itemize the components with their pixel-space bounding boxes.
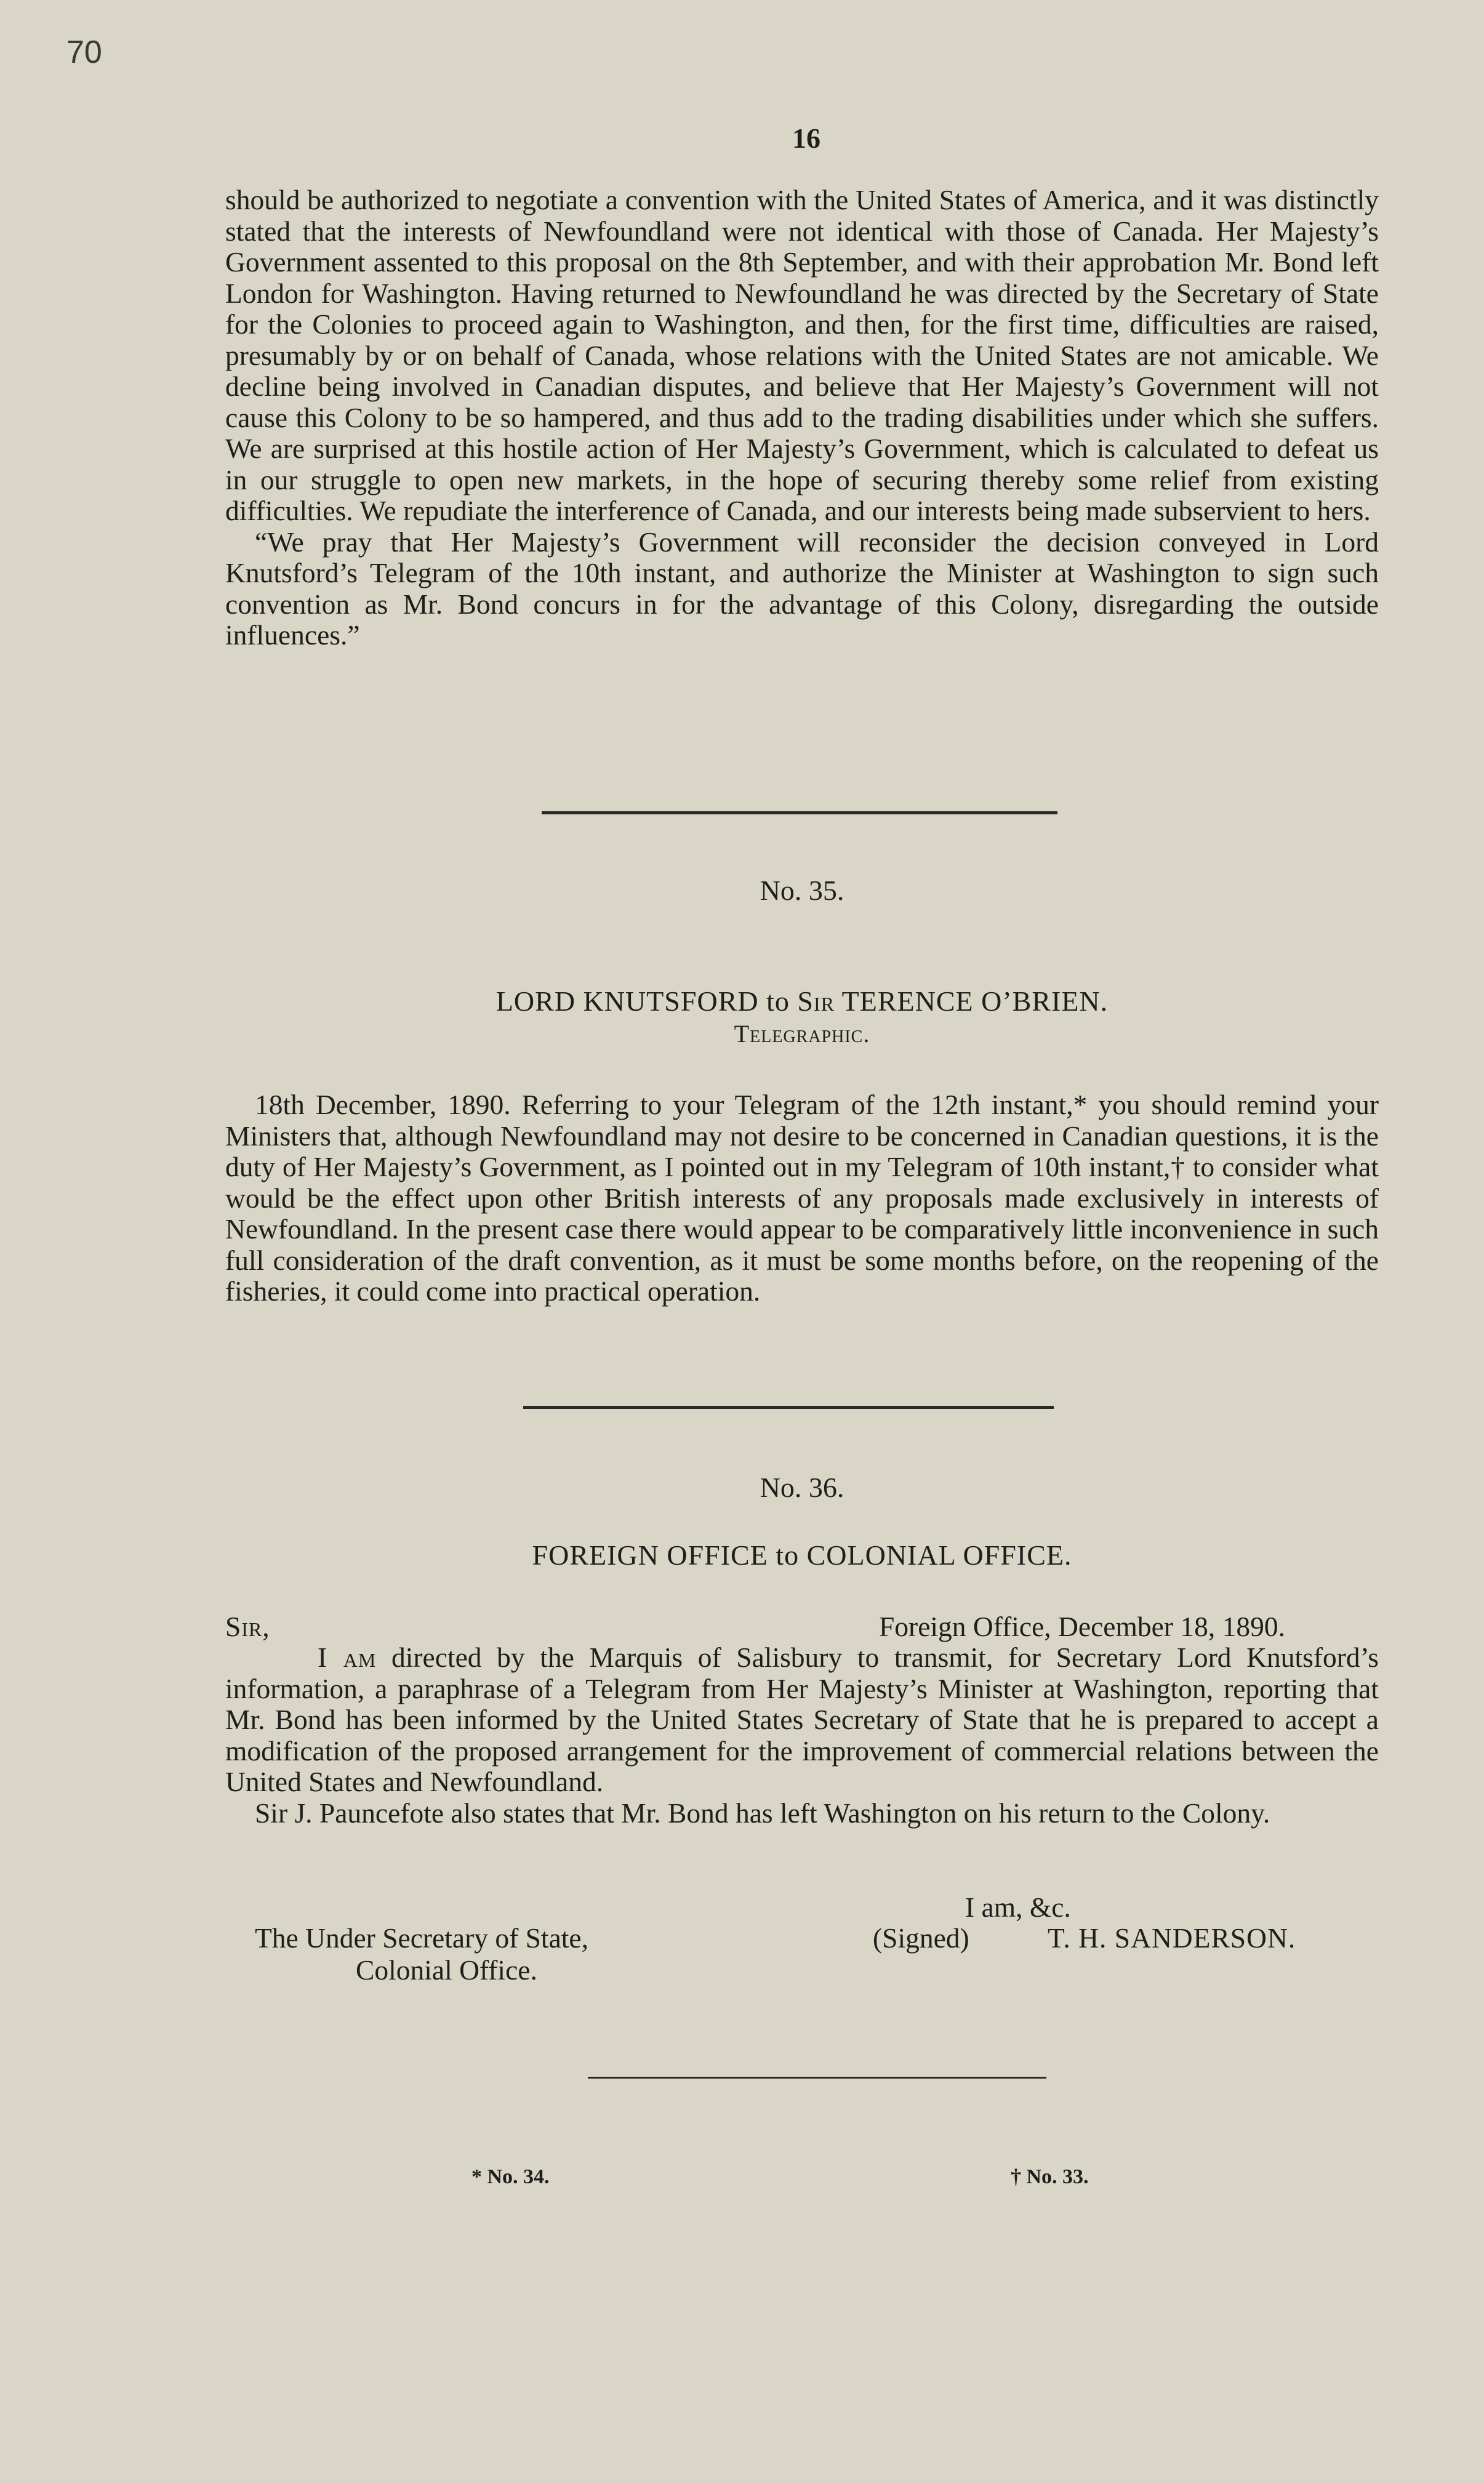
footnote-dagger: † No. 33. — [1011, 2165, 1089, 2188]
doc36-salutation: Sir, — [225, 1611, 270, 1642]
footnote-star: * No. 34. — [471, 2165, 550, 2188]
doc35-heading-part-a: LORD KNUTSFORD to — [495, 985, 798, 1017]
doc36-heading: FOREIGN OFFICE to COLONIAL OFFICE. — [532, 1539, 1072, 1571]
doc35-number: No. 35. — [760, 875, 844, 906]
continuation-paragraph-2: “We pray that Her Majesty’s Government will reconsider the decision conveyed in Lord Knutsford’s Telegram of the 10th instant, and authorize the Minister at Washington to sign such convention as Mr. Bond concurs in for the advantage of this Colony, disregarding the outside influences.” — [225, 526, 1379, 651]
doc36-body-block — [225, 1642, 1379, 1829]
doc36-addressee-line-2: Colonial Office. — [356, 1954, 537, 1986]
doc36-closing: I am, &c. — [965, 1891, 1071, 1923]
section-divider-1 — [542, 811, 1057, 814]
doc35-subheading: Telegraphic. — [734, 1020, 870, 1048]
page-number: 16 — [792, 122, 820, 154]
doc36-place-date: Foreign Office, December 18, 1890. — [879, 1611, 1285, 1642]
doc35-heading-sir: Sir — [797, 985, 835, 1017]
doc36-body-text-1: directed by the Marquis of Salisbury to transmit, for Secretary Lord Knutsford’s information, a paraphrase of a Telegram from Her Majesty’s Minister at Washington, reporting that Mr. Bond has been informed by the United States Secretary of State that he is prepared to accept a modification of the proposed arrangement for the improvement of commercial relations between the United States and Newfoundland. — [225, 1642, 1379, 1797]
doc35-body: 18th December, 1890. Referring to your Telegram of the 12th instant,* you should remind your Ministers that, although Newfoundland may not desire to be concerned in Canadian questions, it is the duty of Her Majesty’s Government, as I pointed out in my Telegram of 10th instant,† to consider what would be the effect upon other British interests of any proposals made exclusively in interests of Newfoundland. In the present case there would appear to be comparatively little inconvenience in such full consideration of the draft convention, as it must be some months before, on the reopening of the fisheries, it could come into practical operation. — [225, 1089, 1379, 1307]
doc35-body-block — [225, 1089, 1379, 1307]
continuation-paragraph-1: should be authorized to negotiate a convention with the United States of America, and it was distinctly stated that the interests of Newfoundland were not identical with those of Canada. Her Majesty’s Government assented to this proposal on the 8th September, and with their approbation Mr. Bond left London for Washington. Having returned to Newfoundland he was directed by the Secretary of State for the Colonies to proceed again to Washington, and then, for the first time, difficulties are raised, presumably by or on behalf of Canada, whose relations with the United States are not amicable. We decline being involved in Canadian disputes, and believe that Her Majesty’s Government will not cause this Colony to be so hampered, and thus add to the trading disabilities under which she suffers. We are surprised at this hostile action of Her Majesty’s Government, which is calculated to defeat us in our struggle to open new markets, in the hope of securing thereby some relief from existing difficulties. We repudiate the interference of Canada, and our interests being made subservient to hers. — [225, 184, 1379, 526]
doc36-body-lead: I am — [318, 1642, 377, 1673]
doc36-addressee-line-1: The Under Secretary of State, — [255, 1922, 588, 1954]
doc36-body-paragraph-2: Sir J. Pauncefote also states that Mr. Bond has left Washington on his return to the Colony. — [255, 1797, 1270, 1829]
doc36-signed: (Signed) — [873, 1922, 969, 1954]
doc36-number: No. 36. — [760, 1472, 844, 1503]
doc36-body-paragraph-1 — [225, 1642, 1379, 1798]
doc36-signatory: T. H. SANDERSON. — [1048, 1922, 1296, 1954]
doc35-heading — [225, 985, 1379, 1017]
footnote-divider — [588, 2077, 1046, 2079]
doc35-heading-part-b: TERENCE O’BRIEN. — [834, 985, 1109, 1017]
section-divider-2 — [523, 1406, 1054, 1409]
continuation-block — [225, 185, 1379, 651]
margin-page-number: 70 — [66, 34, 102, 70]
